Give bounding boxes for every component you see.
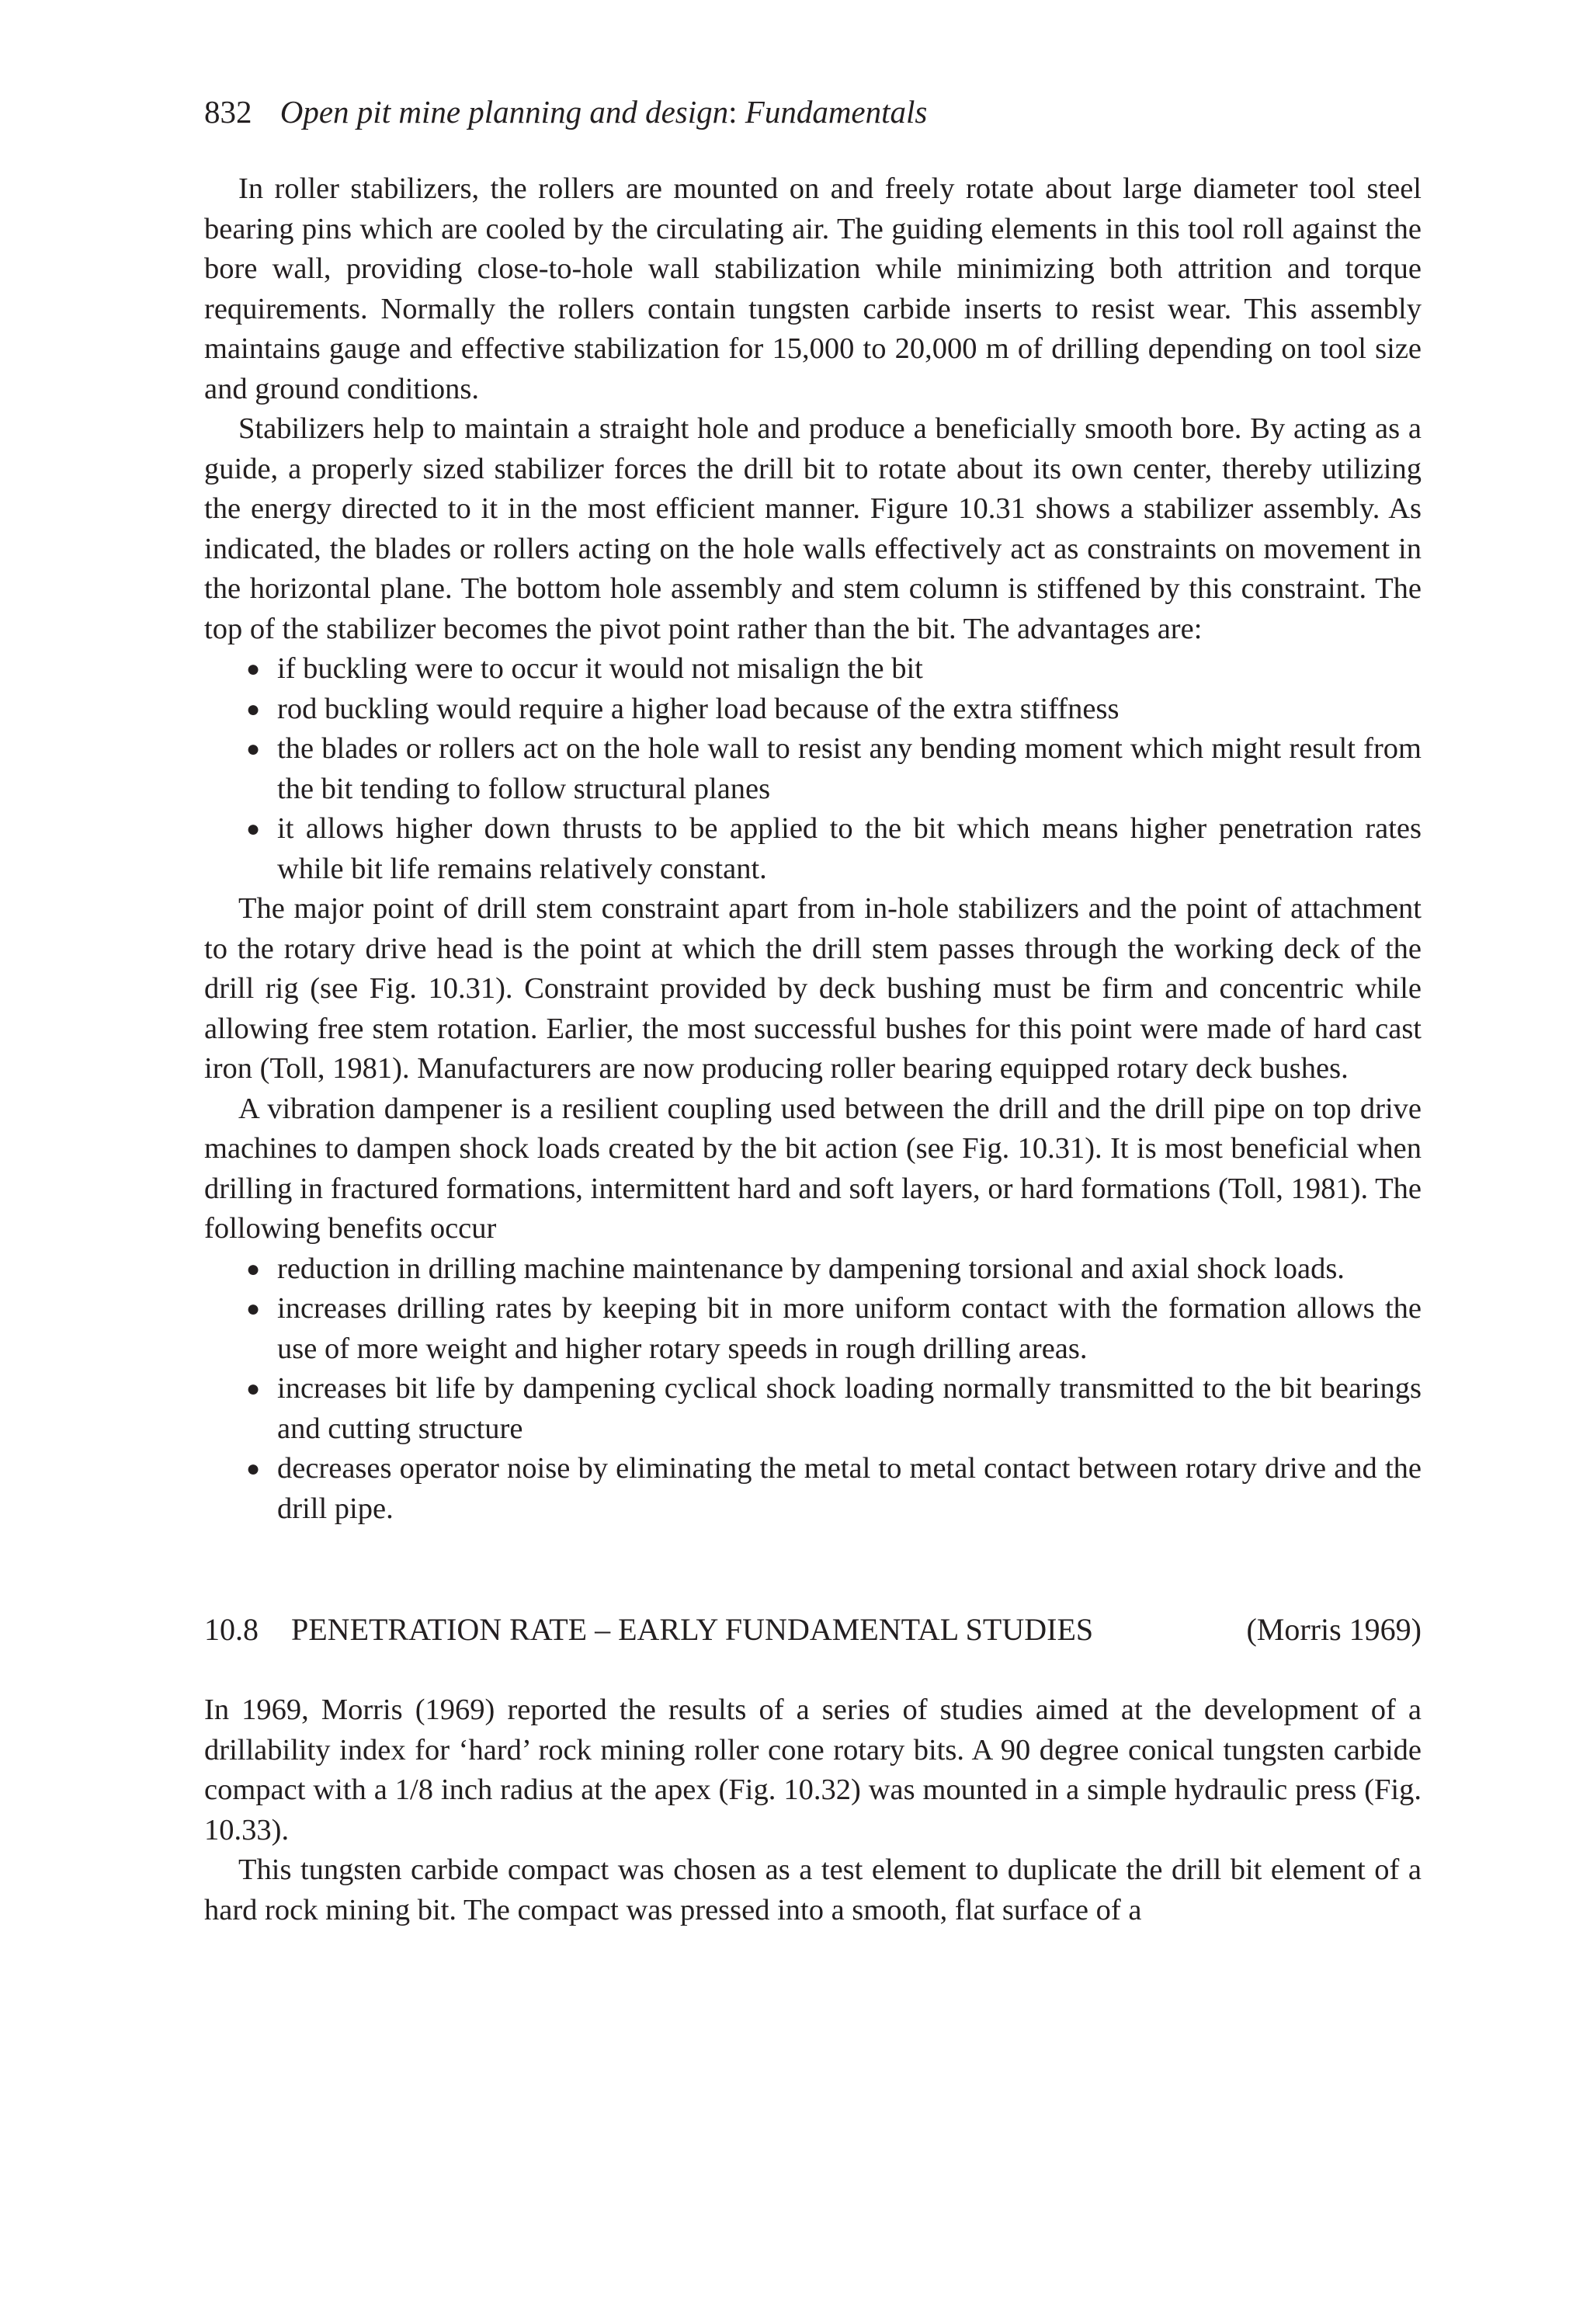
bullet-icon: ●	[246, 1376, 261, 1402]
advantages-list	[204, 649, 1422, 889]
bullet-icon: ●	[246, 736, 261, 762]
list-item	[204, 1369, 1422, 1449]
list-item-text: rod buckling would require a higher load because of the extra stiffness	[277, 692, 1120, 725]
bullet-icon: ●	[246, 1296, 261, 1322]
paragraph-stabilizers: Stabilizers help to maintain a straight hole and produce a beneficially smooth bore. By acting as a guide, a properly sized stabilizer forces the drill bit to rotate about its own center, thereby utilizing the energy directed to it in the most efficient manner. Figure 10.31 shows a stabilizer assembly. As indicated, the blades or rollers acting on the hole walls effectively act as constraints on movement in the horizontal plane. The bottom hole assembly and stem column is stiffened by this constraint. The top of the stabilizer becomes the pivot point rather than the bit. The advantages are:	[204, 412, 1422, 645]
bullet-icon: ●	[246, 696, 261, 722]
bullet-icon: ●	[246, 1256, 261, 1282]
paragraph-vibration-dampener: A vibration dampener is a resilient coupling used between the drill and the drill pipe on top drive machines to dampen shock loads created by the bit action (see Fig. 10.31). It is most beneficial when drilling in fractured formations, intermittent hard and soft layers, or hard formations (Toll, 1981). The following benefits occur	[204, 1092, 1422, 1245]
page-content	[204, 92, 1422, 1930]
list-item-text: if buckling were to occur it would not misalign the bit	[277, 652, 923, 685]
list-item	[204, 1449, 1422, 1529]
paragraph-tungsten-compact: This tungsten carbide compact was chosen as a test element to duplicate the drill bit element of a hard rock mining bit. The compact was pressed into a smooth, flat surface of a	[204, 1853, 1422, 1926]
list-item	[204, 690, 1422, 730]
benefits-list	[204, 1249, 1422, 1530]
list-item-text: increases bit life by dampening cyclical shock loading normally transmitted to the bit bearings and cutting structure	[277, 1372, 1422, 1445]
list-item	[204, 809, 1422, 889]
bullet-icon: ●	[246, 816, 261, 842]
book-title-sub: :	[728, 94, 738, 130]
book-title	[280, 94, 928, 130]
paragraph-drill-stem-constraint: The major point of drill stem constraint apart from in-hole stabilizers and the point of attachment to the rotary drive head is the point at which the drill stem passes through the working deck of the drill rig (see Fig. 10.31). Constraint provided by deck bushing must be firm and concentric while allowing free stem rotation. Earlier, the most successful bushes for this point were made of hard cast iron (Toll, 1981). Manufacturers are now producing roller bearing equipped rotary deck bushes.	[204, 892, 1422, 1085]
list-item-text: decreases operator noise by eliminating the metal to metal contact between rotary drive and the drill pipe.	[277, 1452, 1422, 1525]
section-title: PENETRATION RATE – EARLY FUNDAMENTAL STUDIES	[291, 1612, 1094, 1647]
book-title-main: Open pit mine planning and design	[279, 94, 729, 130]
paragraph-morris-studies: In 1969, Morris (1969) reported the results of a series of studies aimed at the development of a drillability index for ‘hard’ rock mining roller cone rotary bits. A 90 degree conical tungsten carbide compact with a 1/8 inch radius at the apex (Fig. 10.32) was mounted in a simple hydraulic press (Fig. 10.33).	[204, 1693, 1422, 1846]
list-item	[204, 729, 1422, 809]
list-item-text: it allows higher down thrusts to be applied to the bit which means higher penetration rates while bit life remains relatively constant.	[277, 812, 1422, 885]
list-item-text: reduction in drilling machine maintenance by dampening torsional and axial shock loads.	[277, 1252, 1345, 1285]
bullet-icon: ●	[246, 656, 261, 682]
list-item	[204, 1289, 1422, 1369]
section-heading-left	[204, 1610, 1093, 1650]
running-header	[204, 92, 1422, 132]
bullet-icon: ●	[246, 1456, 261, 1482]
list-item-text: the blades or rollers act on the hole wall to resist any bending moment which might result from the bit tending to follow structural planes	[277, 732, 1422, 805]
page-number: 832	[204, 94, 252, 130]
section-number: 10.8	[204, 1612, 259, 1647]
section-heading	[204, 1610, 1422, 1650]
book-subtitle: Fundamentals	[737, 94, 928, 130]
list-item	[204, 649, 1422, 690]
list-item	[204, 1249, 1422, 1290]
section-citation: (Morris 1969)	[1246, 1612, 1422, 1647]
paragraph-roller-stabilizers: In roller stabilizers, the rollers are mounted on and freely rotate about large diameter tool steel bearing pins which are cooled by the circulating air. The guiding elements in this tool roll against the bore wall, providing close-to-hole wall stabilization while minimizing both attrition and torque requirements. Normally the rollers contain tungsten carbide inserts to resist wear. This assembly maintains gauge and effective stabilization for 15,000 to 20,000 m of drilling depending on tool size and ground conditions.	[204, 172, 1422, 405]
list-item-text: increases drilling rates by keeping bit in more uniform contact with the formation allows the use of more weight and higher rotary speeds in rough drilling areas.	[277, 1292, 1422, 1365]
